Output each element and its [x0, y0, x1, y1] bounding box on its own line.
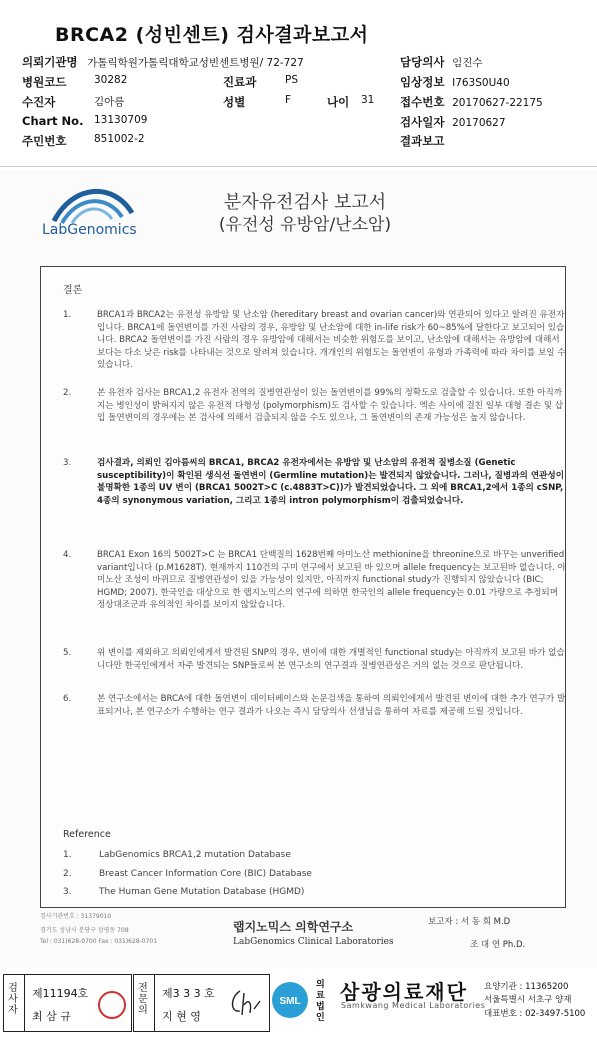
doctor-row [400, 54, 483, 70]
clinical-label: 임상정보 [400, 75, 445, 89]
org-phone: 대표번호 : 02-3497-5100 [484, 1009, 586, 1019]
specialist-name: 지 현 영 [162, 1010, 201, 1023]
report-date-value: 20170627 [452, 117, 506, 129]
examiner-license: 제11194호 [32, 987, 89, 1000]
item-number: 6. [63, 694, 72, 704]
reference-item [63, 887, 304, 897]
report-date-row [400, 114, 506, 130]
report-date-label: 검사일자 [400, 115, 445, 129]
resident-value: 851002-2 [94, 133, 145, 145]
result-label: 결과보고 [400, 134, 445, 148]
header-divider [0, 166, 597, 167]
specialist-license: 제3 3 3 호 [162, 987, 215, 1000]
collector-row [22, 94, 125, 110]
report-header [0, 0, 597, 168]
examiner-name: 최 삼 규 [32, 1010, 71, 1023]
receipt-label: 접수번호 [400, 95, 445, 109]
reference-text: The Human Gene Mutation Database (HGMD) [99, 887, 305, 897]
reference-text: LabGenomics BRCA1,2 mutation Database [99, 850, 291, 860]
hospital-code-label: 병원코드 [22, 75, 67, 89]
item-number: 1. [63, 310, 72, 320]
age-label: 나이 [327, 95, 350, 109]
collector-label: 수진자 [22, 95, 56, 109]
item-number: 5. [63, 648, 72, 658]
dept-label: 진료과 [223, 75, 257, 89]
scanned-report [0, 170, 597, 968]
age-value: 31 [361, 94, 375, 106]
examiner-vertical-label: 검사자 [8, 983, 18, 1016]
document-subtitle: (유전성 유방암/난소암) [218, 215, 392, 235]
footer-reviewer: 조 대 연 Ph.D. [470, 940, 526, 950]
footer-reporter: 보고자 : 서 동 희 M.D [428, 917, 511, 927]
item-number: 3. [63, 458, 72, 468]
age-row [327, 94, 375, 110]
section-label: 결론 [63, 285, 83, 296]
resident-label: 주민번호 [22, 134, 67, 148]
item-text: 본 연구소에서는 BRCA에 대한 돌연변이 데이터베이스와 논문검색을 통하여 의뢰인에게서 발견된 변이에 대한 추가 연구가 발표되거나, 본 연구소가 수행하는 연구 결과가 나오는 즉시 담당의사 선생님을 통하여 자료를 제공해 드릴 것입니다. [97, 694, 566, 717]
reference-number: 2. [63, 869, 72, 879]
item-text: 위 변이를 제외하고 의뢰인에게서 발견된 SNP의 경우, 변이에 대한 개별적인 functional study는 아직까지 보고된 바가 없습니다만 한국인에게서 자주 발견되는 SNP들로써 본 연구소의 연구결과 질병연관성은 거의 없는 것으로 판단됩니다. [97, 648, 565, 671]
footer-lab-name-en: LabGenomics Clinical Laboratories [233, 937, 394, 947]
sex-label: 성별 [223, 95, 246, 109]
logo-text: LabGenomics [42, 222, 137, 238]
clinical-row [400, 74, 510, 90]
sml-logo-text: SML [279, 996, 301, 1007]
chart-label: Chart No. [22, 114, 84, 128]
item-number: 2. [63, 388, 72, 398]
red-seal-icon [98, 991, 126, 1019]
specialist-vertical-label: 전문의 [138, 983, 148, 1016]
reference-item [63, 869, 312, 879]
collector-value: 김아름 [94, 96, 125, 108]
doctor-value: 임진수 [452, 57, 483, 69]
signature-bar [0, 968, 597, 1040]
sml-logo-icon [270, 980, 310, 1020]
specialist-stamp [133, 974, 270, 1032]
item-text: 본 유전자 검사는 BRCA1,2 유전자 전역의 질병연관성이 있는 돌연변이를 99%의 정확도로 검출할 수 있습니다. 또한 아직까지는 병인성이 밝혀지지 않은 유전적 다형성 (polymorphism)도 검사할 수 있습니다. 엑손 사이에 걸친 일부 대형 결손 및 삽입 돌연변이의 경우에는 본 검사에 의해서 검출되지 않을 수도 있으나, 그 돌연변이의 존재 가능성은 높지 않습니다. [97, 388, 564, 424]
examiner-stamp [3, 974, 132, 1032]
org-prefix-text: 의료법인 [316, 980, 325, 1023]
footer-tel: Tel : 031)628-0700 Fax : 031)628-0701 [40, 938, 158, 945]
chart-row [22, 114, 148, 128]
institution-value: 가톨릭학원가톨릭대학교성빈센트병원/ 72-727 [87, 57, 304, 69]
receipt-value: 20170627-22175 [452, 97, 543, 109]
dept-row [223, 74, 298, 90]
document-title: 분자유전검사 보고서 [223, 192, 387, 213]
footer-license: 검사기관번호 : 31379010 [40, 913, 112, 920]
doctor-label: 담당의사 [400, 55, 445, 69]
hospital-code-value: 30282 [94, 74, 128, 86]
org-address: 서울특별시 서초구 양재 [484, 995, 572, 1005]
institution-row [22, 54, 304, 70]
footer-lab-name: 랩지노믹스 의학연구소 [233, 920, 354, 934]
item-text: BRCA1 Exon 16의 5002T>C 는 BRCA1 단백질의 1628번째 아미노산 methionine을 threonine으로 바꾸는 unverified variant입니다 (p.M1628T). 현재까지 110건의 구미 연구에서 보고된 바 있으며 allele frequency는 보고된바 없습니다. 아미노산 조성이 바뀌므로 질병연관성이 있을 가능성이 있지만, 아직까지 functional study가 진행되지 않았습니다 (BIC; HGMD; 2007). 한국인을 대상으로 한 랩지노믹스의 연구에 의하면 한국인의 allele frequency는 0.01 가량으로 추정되며 정상대조군과 유의적인 차이를 보이지 않았습니다. [97, 550, 566, 611]
organization-name-en: Samkwang Medical Laboratories [341, 1001, 486, 1010]
hospital-code-row [22, 74, 128, 90]
chart-value: 13130709 [94, 114, 148, 126]
item-number: 4. [63, 550, 72, 560]
reference-item [63, 850, 291, 860]
resident-row [22, 133, 145, 149]
item-text: 검사결과, 의뢰인 김아름씨의 BRCA1, BRCA2 유전자에서는 유방암 및 난소암의 유전적 질병소질 (Genetic susceptibility)이 확인된 생식선 돌연변이 (Germline mutation)는 발견되지 않았습니다. 그러나, 질병과의 연관성이 불명확한 1종의 UV 변이 (BRCA1 5002T>C (c.4883T>C))가 발견되었습니다. 그 외에 BRCA1,2에서 1종의 cSNP, 4종의 synonymous variation, 그리고 1종의 intron polymorphism이 검출되었습니다. [97, 458, 565, 506]
result-row [400, 133, 444, 149]
reference-number: 3. [63, 887, 72, 897]
signature-icon [226, 987, 262, 1019]
reference-title: Reference [63, 829, 111, 840]
conclusion-frame [40, 266, 566, 908]
dept-value: PS [285, 74, 298, 86]
receipt-row [400, 94, 543, 110]
org-institution-code: 요양기관 : 11365200 [484, 982, 569, 992]
org-prefix [316, 980, 330, 1024]
reference-text: Breast Cancer Information Core (BIC) Database [99, 869, 312, 879]
sex-row [223, 94, 292, 110]
institution-label: 의뢰기관명 [22, 55, 78, 69]
clinical-value: I763S0U40 [452, 77, 510, 89]
sex-value: F [285, 94, 292, 106]
organization-name: 삼광의료재단 [340, 980, 468, 1004]
reference-number: 1. [63, 850, 72, 860]
page-title: BRCA2 (성빈센트) 검사결과보고서 [55, 24, 369, 46]
footer-address: 경기도 성남시 분당구 삼평동 708 [40, 927, 129, 934]
item-text: BRCA1과 BRCA2는 유전성 유방암 및 난소암 (hereditary breast and ovarian cancer)와 연관되어 있다고 알려진 유전자입니다. BRCA1에 돌연변이를 가진 사람의 경우, 유방암 및 난소암에 대한 in-life risk가 60~85%에 달한다고 보고되어 있습니다. BRCA2 돌연변이를 가진 사람의 경우 유방암에 대해서는 비슷한 위험도를 보이고, 난소암에 대해서는 유방암에 대해서보다는 다소 낮은 risk를 나타내는 것으로 알려져 있습니다. 개개인의 위험도는 돌연변이 유형과 가족력에 따라 차이를 보일 수 있습니다. [97, 310, 566, 371]
